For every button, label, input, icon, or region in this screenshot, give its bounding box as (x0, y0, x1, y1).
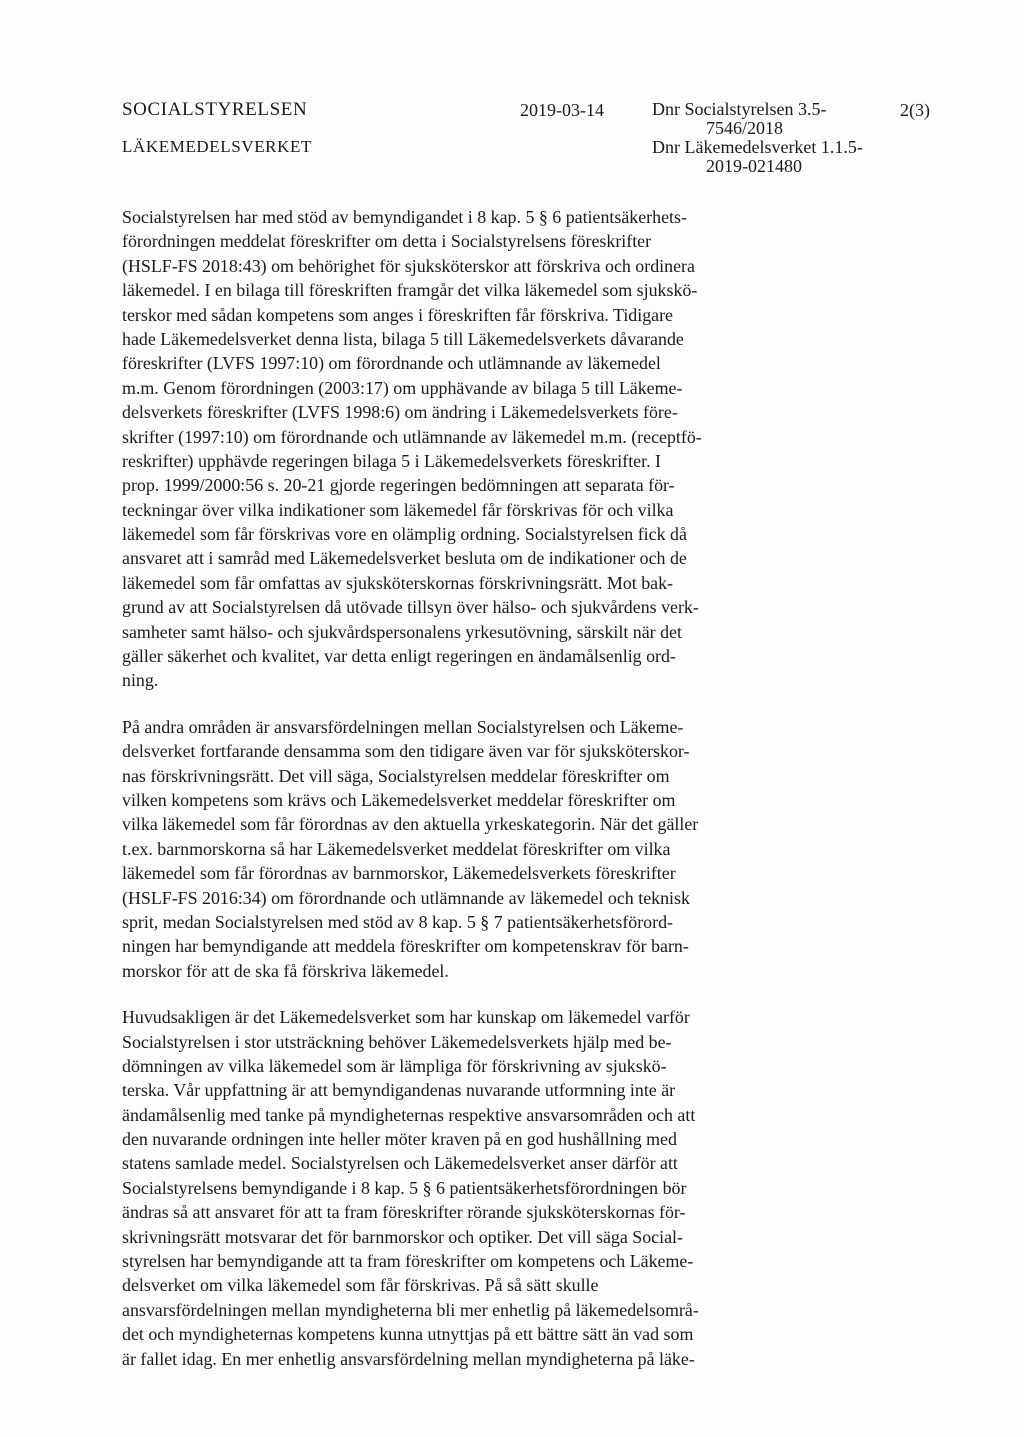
text-line: delsverket fortfarande densamma som den tidigare även var för sjuksköterskor- (122, 741, 690, 762)
text-line: läkemedel. I en bilaga till föreskriften framgår det vilka läkemedel som sjukskö- (122, 280, 698, 301)
text-line: ning. (122, 670, 159, 691)
dnr-line: Dnr Socialstyrelsen 3.5- (652, 99, 827, 119)
text-line: skrifter (1997:10) om förordnande och utlämnande av läkemedel m.m. (receptfö- (122, 426, 702, 447)
text-line: m.m. Genom förordningen (2003:17) om upphävande av bilaga 5 till Läkeme- (122, 377, 683, 398)
text-line: ansvaret att i samråd med Läkemedelsverket besluta om de indikationer och de (122, 548, 687, 569)
text-line: samheter samt hälso- och sjukvårdspersonalens yrkesutövning, särskilt när det (122, 621, 682, 642)
document-date: 2019-03-14 (520, 100, 604, 120)
text-line: styrelsen har bemyndigande att ta fram föreskrifter om kompetens och Läkeme- (122, 1251, 694, 1272)
text-line: ändamålsenlig med tanke på myndigheternas respektive ansvarsområden och att (122, 1104, 696, 1125)
paragraph (122, 1005, 732, 1371)
paragraph (122, 715, 732, 983)
text-line: t.ex. barnmorskorna så har Läkemedelsverket meddelat föreskrifter om vilka (122, 838, 671, 859)
text-line: läkemedel som får förskrivas vore en olämplig ordning. Socialstyrelsen fick då (122, 524, 687, 545)
text-line: prop. 1999/2000:56 s. 20-21 gjorde regeringen bedömningen att separata för- (122, 475, 675, 496)
text-line: det och myndigheternas kompetens kunna utnyttjas på ett bättre sätt än vad som (122, 1324, 694, 1345)
text-line: ändras så att ansvaret för att ta fram föreskrifter rörande sjuksköterskornas för- (122, 1202, 686, 1223)
text-line: morskor för att de ska få förskriva läkemedel. (122, 960, 449, 981)
paragraph (122, 205, 732, 693)
org-name-socialstyrelsen: SOCIALSTYRELSEN (122, 99, 308, 120)
text-line: statens samlade medel. Socialstyrelsen och Läkemedelsverket anser därför att (122, 1153, 678, 1174)
text-line: vilka läkemedel som får förordnas av den aktuella yrkeskategorin. När det gäller (122, 814, 699, 835)
text-line: dömningen av vilka läkemedel som är lämpliga för förskrivning av sjukskö- (122, 1055, 667, 1076)
text-line: terskor med sådan kompetens som anges i föreskriften får förskriva. Tidigare (122, 304, 673, 325)
text-line: ningen har bemyndigande att meddela föreskrifter om kompetenskrav för barn- (122, 936, 689, 957)
dnr-line: 7546/2018 (706, 118, 784, 138)
text-line: Socialstyrelsens bemyndigande i 8 kap. 5 § 6 patientsäkerhetsförordningen bör (122, 1177, 687, 1198)
text-line: Socialstyrelsen i stor utsträckning behöver Läkemedelsverkets hjälp med be- (122, 1031, 672, 1052)
text-line: vilken kompetens som krävs och Läkemedelsverket meddelar föreskrifter om (122, 789, 676, 810)
text-line: läkemedel som får omfattas av sjuksköterskornas förskrivningsrätt. Mot bak- (122, 572, 674, 593)
diary-numbers (652, 100, 892, 176)
text-line: förordningen meddelat föreskrifter om detta i Socialstyrelsens föreskrifter (122, 231, 652, 252)
text-line: delsverket om vilka läkemedel som får förskrivas. På så sätt skulle (122, 1275, 599, 1296)
text-line: föreskrifter (LVFS 1997:10) om förordnande och utlämnande av läkemedel (122, 353, 661, 374)
text-line: Huvudsakligen är det Läkemedelsverket som har kunskap om läkemedel varför (122, 1007, 690, 1028)
text-line: skrivningsrätt motsvarar det för barnmorskor och optiker. Det vill säga Social- (122, 1226, 683, 1247)
text-line: hade Läkemedelsverket denna lista, bilaga 5 till Läkemedelsverkets dåvarande (122, 328, 684, 349)
text-line: är fallet idag. En mer enhetlig ansvarsfördelning mellan myndigheterna på läke- (122, 1348, 695, 1369)
text-line: ansvarsfördelningen mellan myndigheterna bli mer enhetlig på läkemedelsområ- (122, 1299, 699, 1320)
text-line: läkemedel som får förordnas av barnmorskor, Läkemedelsverkets föreskrifter (122, 863, 676, 884)
text-line: (HSLF-FS 2018:43) om behörighet för sjuksköterskor att förskriva och ordinera (122, 255, 695, 276)
text-line: delsverkets föreskrifter (LVFS 1998:6) om ändring i Läkemedelsverkets före- (122, 402, 678, 423)
text-line: nas förskrivningsrätt. Det vill säga, Socialstyrelsen meddelar föreskrifter om (122, 765, 670, 786)
text-line: Socialstyrelsen har med stöd av bemyndigandet i 8 kap. 5 § 6 patientsäkerhets- (122, 207, 687, 227)
dnr-line: Dnr Läkemedelsverket 1.1.5- (652, 137, 863, 157)
org-name-lakemedelsverket: LÄKEMEDELSVERKET (122, 137, 312, 156)
text-line: teckningar över vilka indikationer som läkemedel får förskrivas för och vilka (122, 499, 674, 520)
text-line: grund av att Socialstyrelsen då utövade tillsyn över hälso- och sjukvårdens verk- (122, 597, 699, 618)
text-line: den nuvarande ordningen inte heller möter kraven på en god hushållning med (122, 1129, 677, 1150)
body-text (122, 205, 732, 1393)
page-number: 2(3) (900, 100, 930, 120)
text-line: sprit, medan Socialstyrelsen med stöd av 8 kap. 5 § 7 patientsäkerhetsförord- (122, 911, 673, 932)
text-line: reskrifter) upphävde regeringen bilaga 5 i Läkemedelsverkets föreskrifter. I (122, 450, 661, 471)
text-line: terska. Vår uppfattning är att bemyndigandenas nuvarande utformning inte är (122, 1080, 676, 1101)
letter-header (0, 0, 1024, 190)
text-line: gäller säkerhet och kvalitet, var detta enligt regeringen en ändamålsenlig ord- (122, 646, 676, 667)
text-line: (HSLF-FS 2016:34) om förordnande och utlämnande av läkemedel och teknisk (122, 887, 690, 908)
dnr-line: 2019-021480 (706, 156, 802, 176)
text-line: På andra områden är ansvarsfördelningen mellan Socialstyrelsen och Läkeme- (122, 716, 684, 737)
